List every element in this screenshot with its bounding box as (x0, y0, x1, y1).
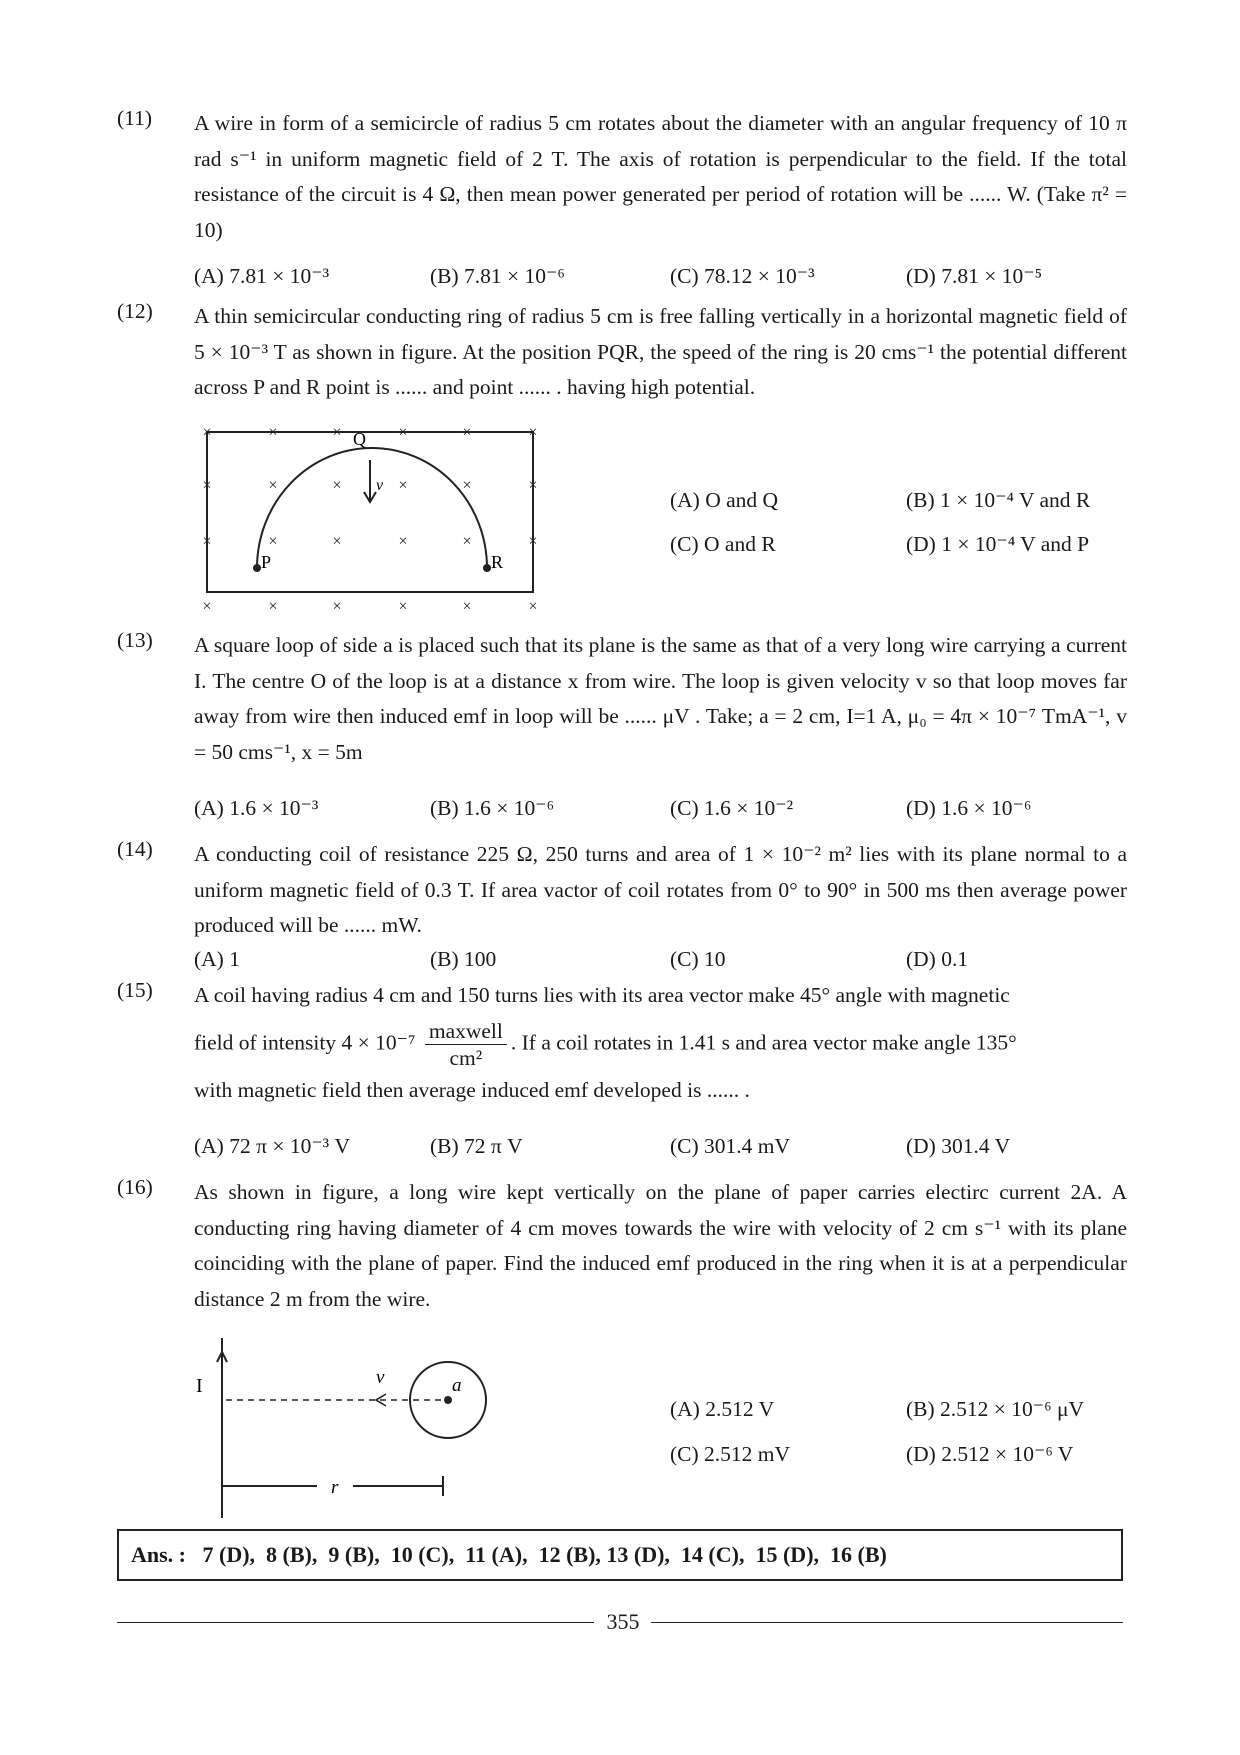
option-a[interactable]: (A) 2.512 V (670, 1397, 775, 1421)
option-c[interactable]: (C) 78.12 × 10⁻³ (670, 264, 815, 288)
question-number: (12) (117, 299, 153, 323)
option-c[interactable]: (C) O and R (670, 532, 776, 556)
question-14 (117, 837, 1127, 971)
question-number: (14) (117, 837, 153, 861)
question-text-line1: A coil having radius 4 cm and 150 turns lies with its area vector make 45° angle with magnetic (194, 983, 1010, 1007)
question-text-line3: with magnetic field then average induced emf developed is ...... . (194, 1078, 750, 1102)
option-a[interactable]: (A) 1.6 × 10⁻³ (194, 796, 319, 820)
unit-fraction (425, 1018, 507, 1071)
label-r: R (491, 552, 504, 572)
svg-text:×: × (332, 533, 342, 550)
question-16 (117, 1175, 1127, 1317)
label-p: P (261, 552, 272, 572)
question-text: A conducting coil of resistance 225 Ω, 250 turns and area of 1 × 10⁻² m² lies with its plane normal to a uniform magnetic field of 0.3 T. If area vactor of coil rotates from 0° to 90° in 500 ms then average power produced will be ...... mW. (194, 842, 1127, 937)
svg-text:×: × (332, 477, 342, 494)
svg-text:×: × (202, 598, 212, 615)
point-r (483, 564, 491, 572)
answer-key-box (117, 1529, 1123, 1581)
question-text-line2b: . If a coil rotates in 1.41 s and area vector make angle 135° (510, 1030, 1017, 1055)
question-number: (15) (117, 978, 153, 1002)
option-d[interactable]: (D) 301.4 V (906, 1134, 1011, 1158)
svg-text:×: × (462, 598, 472, 615)
svg-text:×: × (268, 477, 278, 494)
field-crosses (202, 424, 537, 615)
svg-text:×: × (528, 598, 538, 615)
option-d[interactable]: (D) 7.81 × 10⁻⁵ (906, 264, 1043, 288)
option-b[interactable]: (B) 7.81 × 10⁻⁶ (430, 264, 565, 288)
option-b[interactable]: (B) 1 × 10⁻⁴ V and R (906, 488, 1091, 512)
svg-text:×: × (462, 424, 472, 441)
fraction-numerator: maxwell (425, 1018, 507, 1045)
question-text-line2a: field of intensity 4 × 10⁻⁷ (194, 1030, 416, 1055)
footer-rule-left (117, 1622, 594, 1623)
svg-text:×: × (398, 598, 408, 615)
option-c[interactable]: (C) 1.6 × 10⁻² (670, 796, 794, 820)
footer-rule-right (651, 1622, 1123, 1623)
svg-text:×: × (332, 598, 342, 615)
label-current: I (196, 1375, 203, 1397)
option-a[interactable]: (A) 72 π × 10⁻³ V (194, 1134, 351, 1158)
svg-text:×: × (462, 477, 472, 494)
option-c[interactable]: (C) 2.512 mV (670, 1442, 791, 1466)
question-number: (16) (117, 1175, 153, 1199)
option-a[interactable]: (A) 7.81 × 10⁻³ (194, 264, 330, 288)
label-velocity: v⃗ (376, 477, 396, 494)
answer-key-text: Ans. : 7 (D), 8 (B), 9 (B), 10 (C), 11 (A), 12 (B), 13 (D), 14 (C), 15 (D), 16 (B) (131, 1542, 887, 1567)
option-a[interactable]: (A) O and Q (670, 488, 779, 512)
option-d[interactable]: (D) 1 × 10⁻⁴ V and P (906, 532, 1090, 556)
q16-options (670, 1397, 1130, 1477)
figure-wire-and-ring (190, 1330, 510, 1520)
question-text: A thin semicircular conducting ring of radius 5 cm is free falling vertically in a horizontal magnetic field of 5 × 10⁻³ T as shown in figure. At the position PQR, the speed of the ring is 20 cms⁻¹ the potential different across P and R point is ...... and point ...... . having high potential. (194, 304, 1127, 399)
label-q: Q (353, 429, 366, 449)
question-13 (117, 628, 1127, 820)
option-a[interactable]: (A) 1 (194, 947, 240, 971)
option-b[interactable]: (B) 1.6 × 10⁻⁶ (430, 796, 555, 820)
option-b[interactable]: (B) 2.512 × 10⁻⁶ μV (906, 1397, 1085, 1421)
svg-text:×: × (398, 424, 408, 441)
question-text: As shown in figure, a long wire kept vertically on the plane of paper carries electirc current 2A. A conducting ring having diameter of 4 cm moves towards the wire with velocity of 2 cm s⁻¹ with its plane coinciding with the plane of paper. Find the induced emf produced in the ring when it is at a perpendicular distance 2 m from the wire. (194, 1180, 1127, 1311)
option-b[interactable]: (B) 100 (430, 947, 497, 971)
svg-text:×: × (268, 424, 278, 441)
svg-text:×: × (398, 533, 408, 550)
option-b[interactable]: (B) 72 π V (430, 1134, 523, 1158)
label-a: a (452, 1375, 462, 1396)
svg-text:×: × (462, 533, 472, 550)
svg-text:×: × (202, 424, 212, 441)
option-d[interactable]: (D) 1.6 × 10⁻⁶ (906, 796, 1032, 820)
svg-text:×: × (528, 424, 538, 441)
svg-text:×: × (528, 477, 538, 494)
question-number: (13) (117, 628, 153, 652)
option-c[interactable]: (C) 301.4 mV (670, 1134, 791, 1158)
svg-text:×: × (332, 424, 342, 441)
svg-text:×: × (202, 533, 212, 550)
svg-text:×: × (398, 477, 408, 494)
fraction-denominator: cm² (449, 1046, 483, 1070)
ring-centre (444, 1396, 452, 1404)
semicircle-ring (257, 448, 487, 568)
option-d[interactable]: (D) 0.1 (906, 947, 969, 971)
figure-semicircle-in-field (195, 420, 555, 620)
svg-text:×: × (202, 477, 212, 494)
option-c[interactable]: (C) 10 (670, 947, 726, 971)
question-number: (11) (117, 106, 153, 130)
q12-options (670, 488, 1130, 568)
option-d[interactable]: (D) 2.512 × 10⁻⁶ V (906, 1442, 1074, 1466)
question-12 (117, 299, 1127, 406)
svg-text:×: × (528, 533, 538, 550)
svg-text:×: × (268, 533, 278, 550)
label-velocity: v (376, 1367, 385, 1388)
point-p (253, 564, 261, 572)
question-15 (117, 978, 1127, 1158)
page-number: 355 (606, 1609, 640, 1634)
label-r: r (331, 1477, 339, 1498)
question-text: A square loop of side a is placed such that its plane is the same as that of a very long wire carrying a current I. The centre O of the loop is at a distance x from wire. The loop is given velocity v so that loop moves far away from wire then induced emf in loop will be ...... μV . Take; a = 2 cm, I=1 A, μ₀ = 4π × 10⁻⁷ TmA⁻¹, v = 50 cms⁻¹, x = 5m (194, 633, 1127, 764)
question-11 (117, 106, 1127, 288)
question-text: A wire in form of a semicircle of radius 5 cm rotates about the diameter with an angular frequency of 10 π rad s⁻¹ in uniform magnetic field of 2 T. The axis of rotation is perpendicular to the field. If the total resistance of the circuit is 4 Ω, then mean power generated per period of rotation will be ...... W. (Take π² = 10) (194, 111, 1127, 242)
svg-text:×: × (268, 598, 278, 615)
